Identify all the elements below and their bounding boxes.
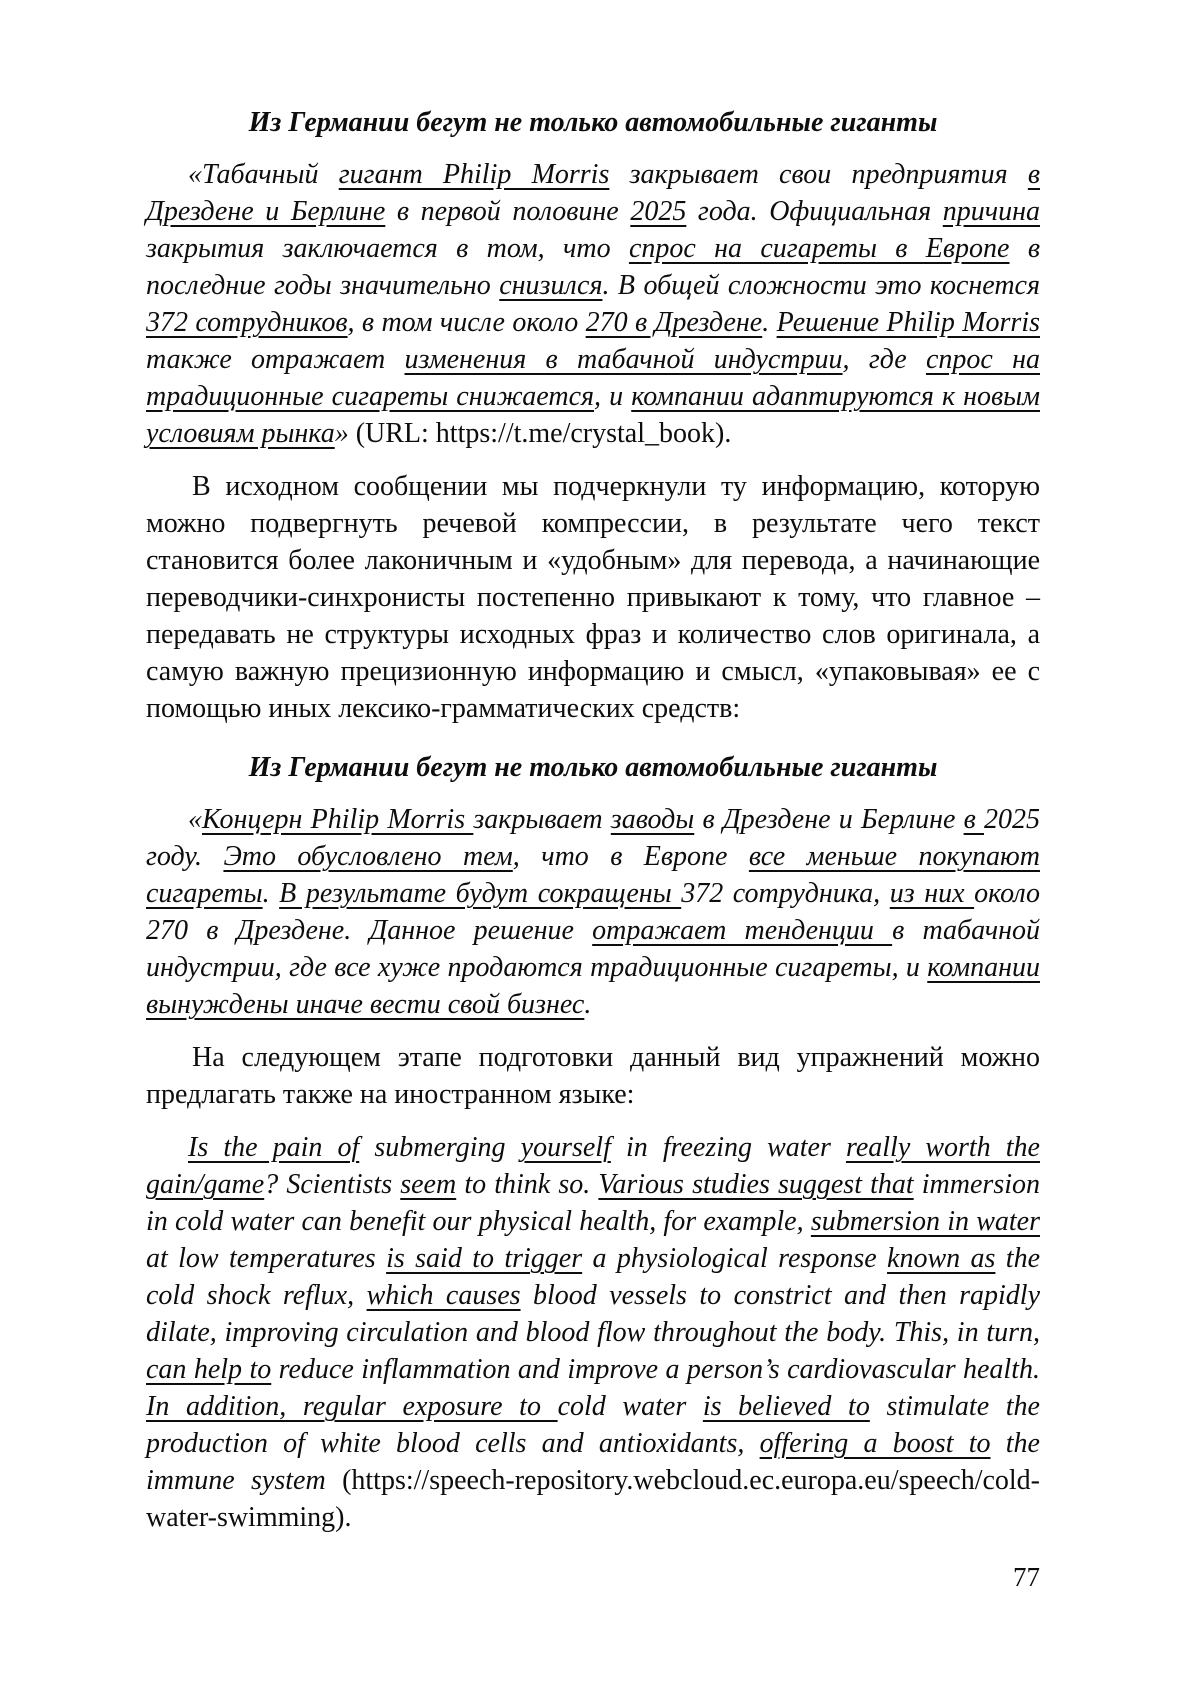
- text-segment: a physiological response: [582, 1243, 888, 1274]
- section-heading-1: Из Германии бегут не только автомобильные гиганты: [248, 107, 938, 138]
- underlined-segment: в: [963, 804, 985, 835]
- section-heading-2: Из Германии бегут не только автомобильные гиганты: [248, 752, 938, 783]
- underlined-segment: submersion in water: [810, 1206, 1040, 1237]
- text-segment: ? Scientists: [264, 1169, 401, 1200]
- underlined-segment: из них: [889, 878, 975, 909]
- text-segment: to think so.: [456, 1169, 599, 1200]
- text-segment: submerging: [359, 1132, 521, 1163]
- text-segment: reduce inflammation and improve a person’s cardiovascular health.: [271, 1354, 1040, 1385]
- text-segment: в первой половине: [385, 196, 631, 227]
- text-segment: .: [762, 307, 777, 338]
- underlined-segment: В результате будут сокращены: [279, 878, 682, 909]
- underlined-segment: Это обусловлено тем: [223, 841, 513, 872]
- text-segment: «Табачный: [188, 159, 339, 190]
- underlined-segment: Various studies suggest that: [598, 1169, 914, 1200]
- text-segment: , и: [594, 381, 632, 412]
- text-segment: в последние годы значительно: [146, 233, 1040, 301]
- underlined-segment: Решение Philip Morris: [776, 307, 1041, 338]
- text-segment: (https://speech-repository.webcloud.ec.europa.eu/speech/cold-water-swimming).: [146, 1465, 1040, 1533]
- page-number: 77: [1013, 1562, 1040, 1592]
- text-segment: закрытия заключается в том, что: [146, 233, 629, 264]
- text-segment: закрывает: [473, 804, 611, 835]
- text-segment: cold water: [557, 1391, 703, 1422]
- text-segment: .: [584, 989, 592, 1020]
- text-segment: 372 сотрудника,: [681, 878, 890, 909]
- quoted-source-text-russian: [146, 156, 1040, 452]
- text-segment: (URL: https://t.me/crystal_book).: [355, 418, 732, 449]
- underlined-segment: спрос на традиционные сигареты снижается: [146, 344, 1040, 412]
- underlined-segment: yourself: [520, 1132, 611, 1163]
- text-segment: the cold shock reflux,: [146, 1243, 1041, 1311]
- text-segment: также отражает: [146, 344, 405, 375]
- text-segment: закрывает свои предприятия: [609, 159, 1028, 190]
- underlined-segment: спрос на сигареты в Европе: [628, 233, 1010, 264]
- quoted-exercise-text-english: [146, 1129, 1040, 1536]
- underlined-segment: компании вынуждены иначе вести свой бизнес: [146, 952, 1040, 1020]
- text-segment: »: [334, 418, 356, 449]
- underlined-segment: Концерн Philip Morris: [202, 804, 474, 835]
- underlined-segment: отражает тенденции: [592, 915, 893, 946]
- underlined-segment: компании адаптируются к новым условиям рынка: [146, 381, 1040, 449]
- text-segment: at low temperatures: [146, 1243, 387, 1274]
- underlined-segment: In addition, regular exposure to: [146, 1391, 558, 1422]
- underlined-segment: изменения в табачной индустрии: [404, 344, 843, 375]
- text-segment: , в том числе около: [347, 307, 586, 338]
- text-segment: , где: [842, 344, 926, 375]
- underlined-segment: seem: [400, 1169, 457, 1200]
- quoted-compressed-text-russian: [146, 801, 1040, 1023]
- underlined-segment: which causes: [366, 1280, 521, 1311]
- commentary-paragraph: В исходном сообщении мы подчеркнули ту информацию, которую можно подвергнуть речевой компрессии, в результате чего текст становится более лаконичным и «удобным» для перевода, а начинающие переводчики-синхронисты постепенно привыкают к тому, что главное – передавать не структуры исходных фраз и количество слов оригинала, а самую важную прецизионную информацию и смысл, «упаковывая» ее с помощью иных лексико-грамматических средств:: [146, 471, 1040, 724]
- underlined-segment: 2025: [630, 196, 687, 227]
- underlined-segment: заводы: [610, 804, 695, 835]
- text-segment: «: [188, 804, 202, 835]
- text-segment: immersion in cold water can benefit our physical health, for example,: [146, 1169, 1040, 1237]
- underlined-segment: can help to: [146, 1354, 272, 1385]
- underlined-segment: Is the pain of: [188, 1132, 360, 1163]
- underlined-segment: гигант Philip Morris: [338, 159, 610, 190]
- text-segment: in freezing water: [610, 1132, 846, 1163]
- underlined-segment: причина: [942, 196, 1040, 227]
- underlined-segment: 270 в Дрездене: [585, 307, 763, 338]
- text-segment: blood vessels to constrict and then rapidly dilate, improving circulation and blood flow throughout the body. This, in turn,: [146, 1280, 1041, 1348]
- underlined-segment: снизился: [499, 270, 603, 301]
- underlined-segment: все меньше покупают сигареты: [146, 841, 1041, 909]
- underlined-segment: is believed to: [702, 1391, 870, 1422]
- text-segment: в Дрездене и Берлине: [694, 804, 964, 835]
- underlined-segment: в Дрездене и Берлине: [146, 159, 1040, 227]
- underlined-segment: offering a boost to: [759, 1428, 991, 1459]
- text-segment: в табачной индустрии, где все хуже продаются традиционные сигареты, и: [146, 915, 1040, 983]
- text-segment: , что в Европе: [512, 841, 749, 872]
- transition-paragraph: На следующем этапе подготовки данный вид упражнений можно предлагать также на иностранном языке:: [146, 1042, 1040, 1110]
- text-segment: года. Официальная: [686, 196, 943, 227]
- underlined-segment: 372 сотрудников: [146, 307, 348, 338]
- text-segment: stimulate the production of white blood cells and antioxidants,: [146, 1391, 1040, 1459]
- text-segment: the immune system: [146, 1428, 1040, 1496]
- spacer: [146, 743, 1040, 751]
- underlined-segment: really worth the gain/game: [146, 1132, 1040, 1200]
- text-segment: около 270 в Дрездене. Данное решение: [146, 878, 1040, 946]
- underlined-segment: known as: [887, 1243, 996, 1274]
- text-segment: . В общей сложности это коснется: [602, 270, 1040, 301]
- text-segment: .: [262, 878, 280, 909]
- underlined-segment: is said to trigger: [386, 1243, 583, 1274]
- text-segment: 2025 году.: [146, 804, 1041, 872]
